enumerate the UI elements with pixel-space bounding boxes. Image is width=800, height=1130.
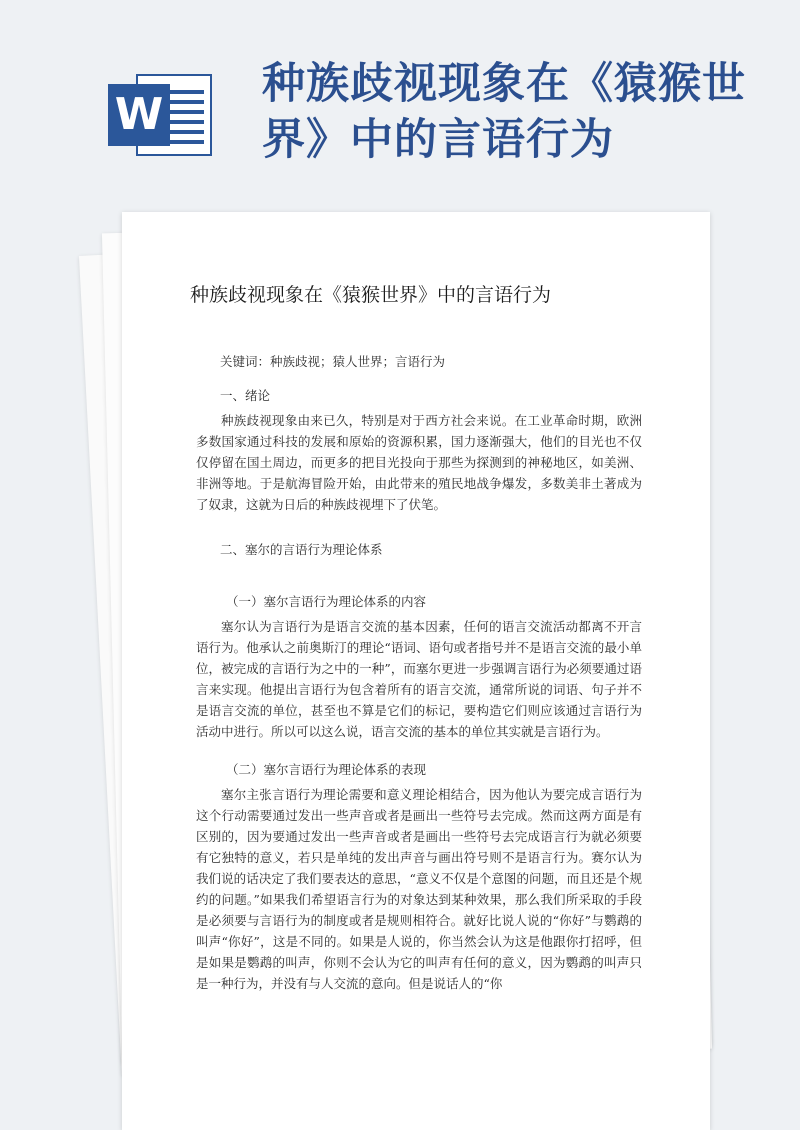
document-page (122, 212, 710, 1130)
document-title: 种族歧视现象在《猿猴世界》中的言语行为 (190, 284, 552, 306)
section-1-paragraph: 种族歧视现象由来已久，特别是对于西方社会来说。在工业革命时期，欧洲多数国家通过科技的发展和原始的资源积累，国力逐渐强大，他们的目光也不仅仅停留在国土周边，而更多的把目光投向于那些为探测到的神秘地区，如美洲、非洲等地。于是航海冒险开始，由此带来的殖民地战争爆发，多数美非土著成为了奴隶，这就为日后的种族歧视埋下了伏笔。 (196, 413, 642, 512)
word-logo-letter: W (108, 84, 170, 146)
keywords-line: 关键词：种族歧视；猿人世界；言语行为 (220, 354, 446, 369)
section-1-heading: 一、绪论 (220, 388, 271, 403)
header-title: 种族歧视现象在《猿猴世界》中的言语行为 (262, 59, 746, 165)
section-2-1-heading: （一）塞尔言语行为理论体系的内容 (226, 594, 427, 609)
word-document-icon (108, 74, 212, 156)
section-2-2-heading: （二）塞尔言语行为理论体系的表现 (226, 762, 427, 777)
section-2-2-paragraph: 塞尔主张言语行为理论需要和意义理论相结合，因为他认为要完成言语行为这个行动需要通过发出一些声音或者是画出一些符号去完成。然而这两方面是有区别的，因为要通过发出一些声音或者是画出一些符号去完成语言行为就必须要有它独特的意义，若只是单纯的发出声音与画出符号则不是语言行为。赛尔认为我们说的话决定了我们要表达的意思，“意义不仅是个意图的问题，而且还是个规约的问题。”如果我们希望语言行为的对象达到某种效果，那么我们所采取的手段是必须要与言语行为的制度或者是规则相符合。就好比说人说的“你好”与鹦鹉的叫声“你好”，这是不同的。如果是人说的，你当然会认为这是他跟你打招呼，但是如果是鹦鹉的叫声，你则不会认为它的叫声有任何的意义，因为鹦鹉的叫声只是一种行为，并没有与人交流的意向。但是说话人的“你 (196, 787, 642, 991)
section-2-heading: 二、塞尔的言语行为理论体系 (220, 542, 383, 557)
header-banner (0, 0, 800, 220)
section-2-1-paragraph: 塞尔认为言语行为是语言交流的基本因素，任何的语言交流活动都离不开言语行为。他承认之前奥斯汀的理论“语词、语句或者指号并不是语言交流的最小单位，被完成的言语行为之中的一种”，而塞尔更进一步强调言语行为必须要通过语言来实现。他提出言语行为包含着所有的语言交流，通常所说的词语、句子并不是语言交流的单位，甚至也不算是它们的标记，要构造它们则应该通过言语行为活动中进行。所以可以这么说，语言交流的基本的单位其实就是言语行为。 (196, 619, 642, 739)
